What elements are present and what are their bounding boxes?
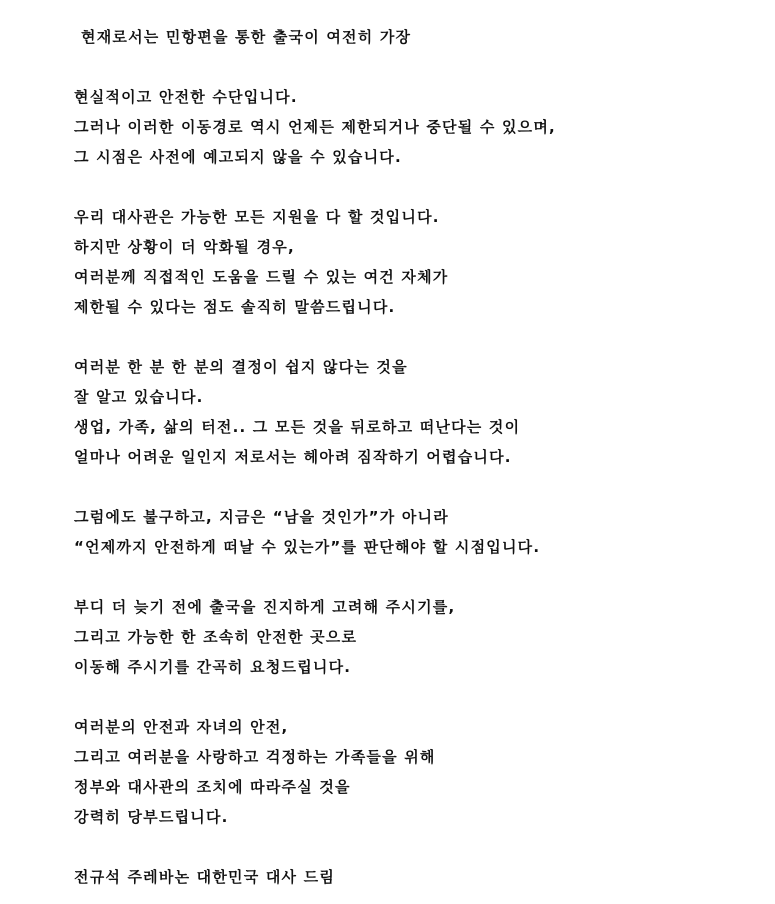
text-line: 그리고 가능한 한 조속히 안전한 곳으로: [74, 628, 358, 646]
text-line: 여러분께 직접적인 도움을 드릴 수 있는 여건 자체가: [74, 268, 449, 286]
text-line: 그리고 여러분을 사랑하고 걱정하는 가족들을 위해: [74, 748, 436, 766]
signature: [74, 862, 735, 892]
text-line: “언제까지 안전하게 떠날 수 있는가”를 판단해야 할 시점입니다.: [74, 538, 541, 556]
text-line: 얼마나 어려운 일인지 저로서는 헤아려 짐작하기 어렵습니다.: [74, 448, 512, 466]
paragraph-request: [74, 592, 735, 682]
paragraph-safety-appeal: [74, 712, 735, 832]
text-line: 이동해 주시기를 간곡히 요청드립니다.: [74, 658, 352, 676]
text-line: 강력히 당부드립니다.: [74, 808, 229, 826]
text-line: 우리 대사관은 가능한 모든 지원을 다 할 것입니다.: [74, 208, 440, 226]
text-line: 여러분 한 분 한 분의 결정이 쉽지 않다는 것을: [74, 358, 408, 376]
text-line: 그 시점은 사전에 예고되지 않을 수 있습니다.: [74, 148, 402, 166]
paragraph-embassy-support: [74, 202, 735, 322]
paragraph-route: [74, 82, 735, 172]
paragraph-opening: [74, 22, 735, 52]
text-line: 그럼에도 불구하고, 지금은 “남을 것인가”가 아니라: [74, 508, 449, 526]
text-line: 여러분의 안전과 자녀의 안전,: [74, 718, 289, 736]
text-line: 현재로서는 민항편을 통한 출국이 여전히 가장: [81, 28, 412, 46]
text-line: 하지만 상황이 더 악화될 경우,: [74, 238, 295, 256]
signature-line: 전규석 주레바논 대한민국 대사 드림: [74, 868, 336, 886]
text-line: 잘 알고 있습니다.: [74, 388, 204, 406]
paragraph-judgement: [74, 502, 735, 562]
text-line: 정부와 대사관의 조치에 따라주실 것을: [74, 778, 351, 796]
text-line: 생업, 가족, 삶의 터전.. 그 모든 것을 뒤로하고 떠난다는 것이: [74, 418, 521, 436]
text-line: 부디 더 늦기 전에 출국을 진지하게 고려해 주시기를,: [74, 598, 456, 616]
paragraph-difficult-decision: [74, 352, 735, 472]
text-line: 그러나 이러한 이동경로 역시 언제든 제한되거나 중단될 수 있으며,: [74, 118, 556, 136]
text-line: 제한될 수 있다는 점도 솔직히 말씀드립니다.: [74, 298, 396, 316]
text-line: 현실적이고 안전한 수단입니다.: [74, 88, 298, 106]
